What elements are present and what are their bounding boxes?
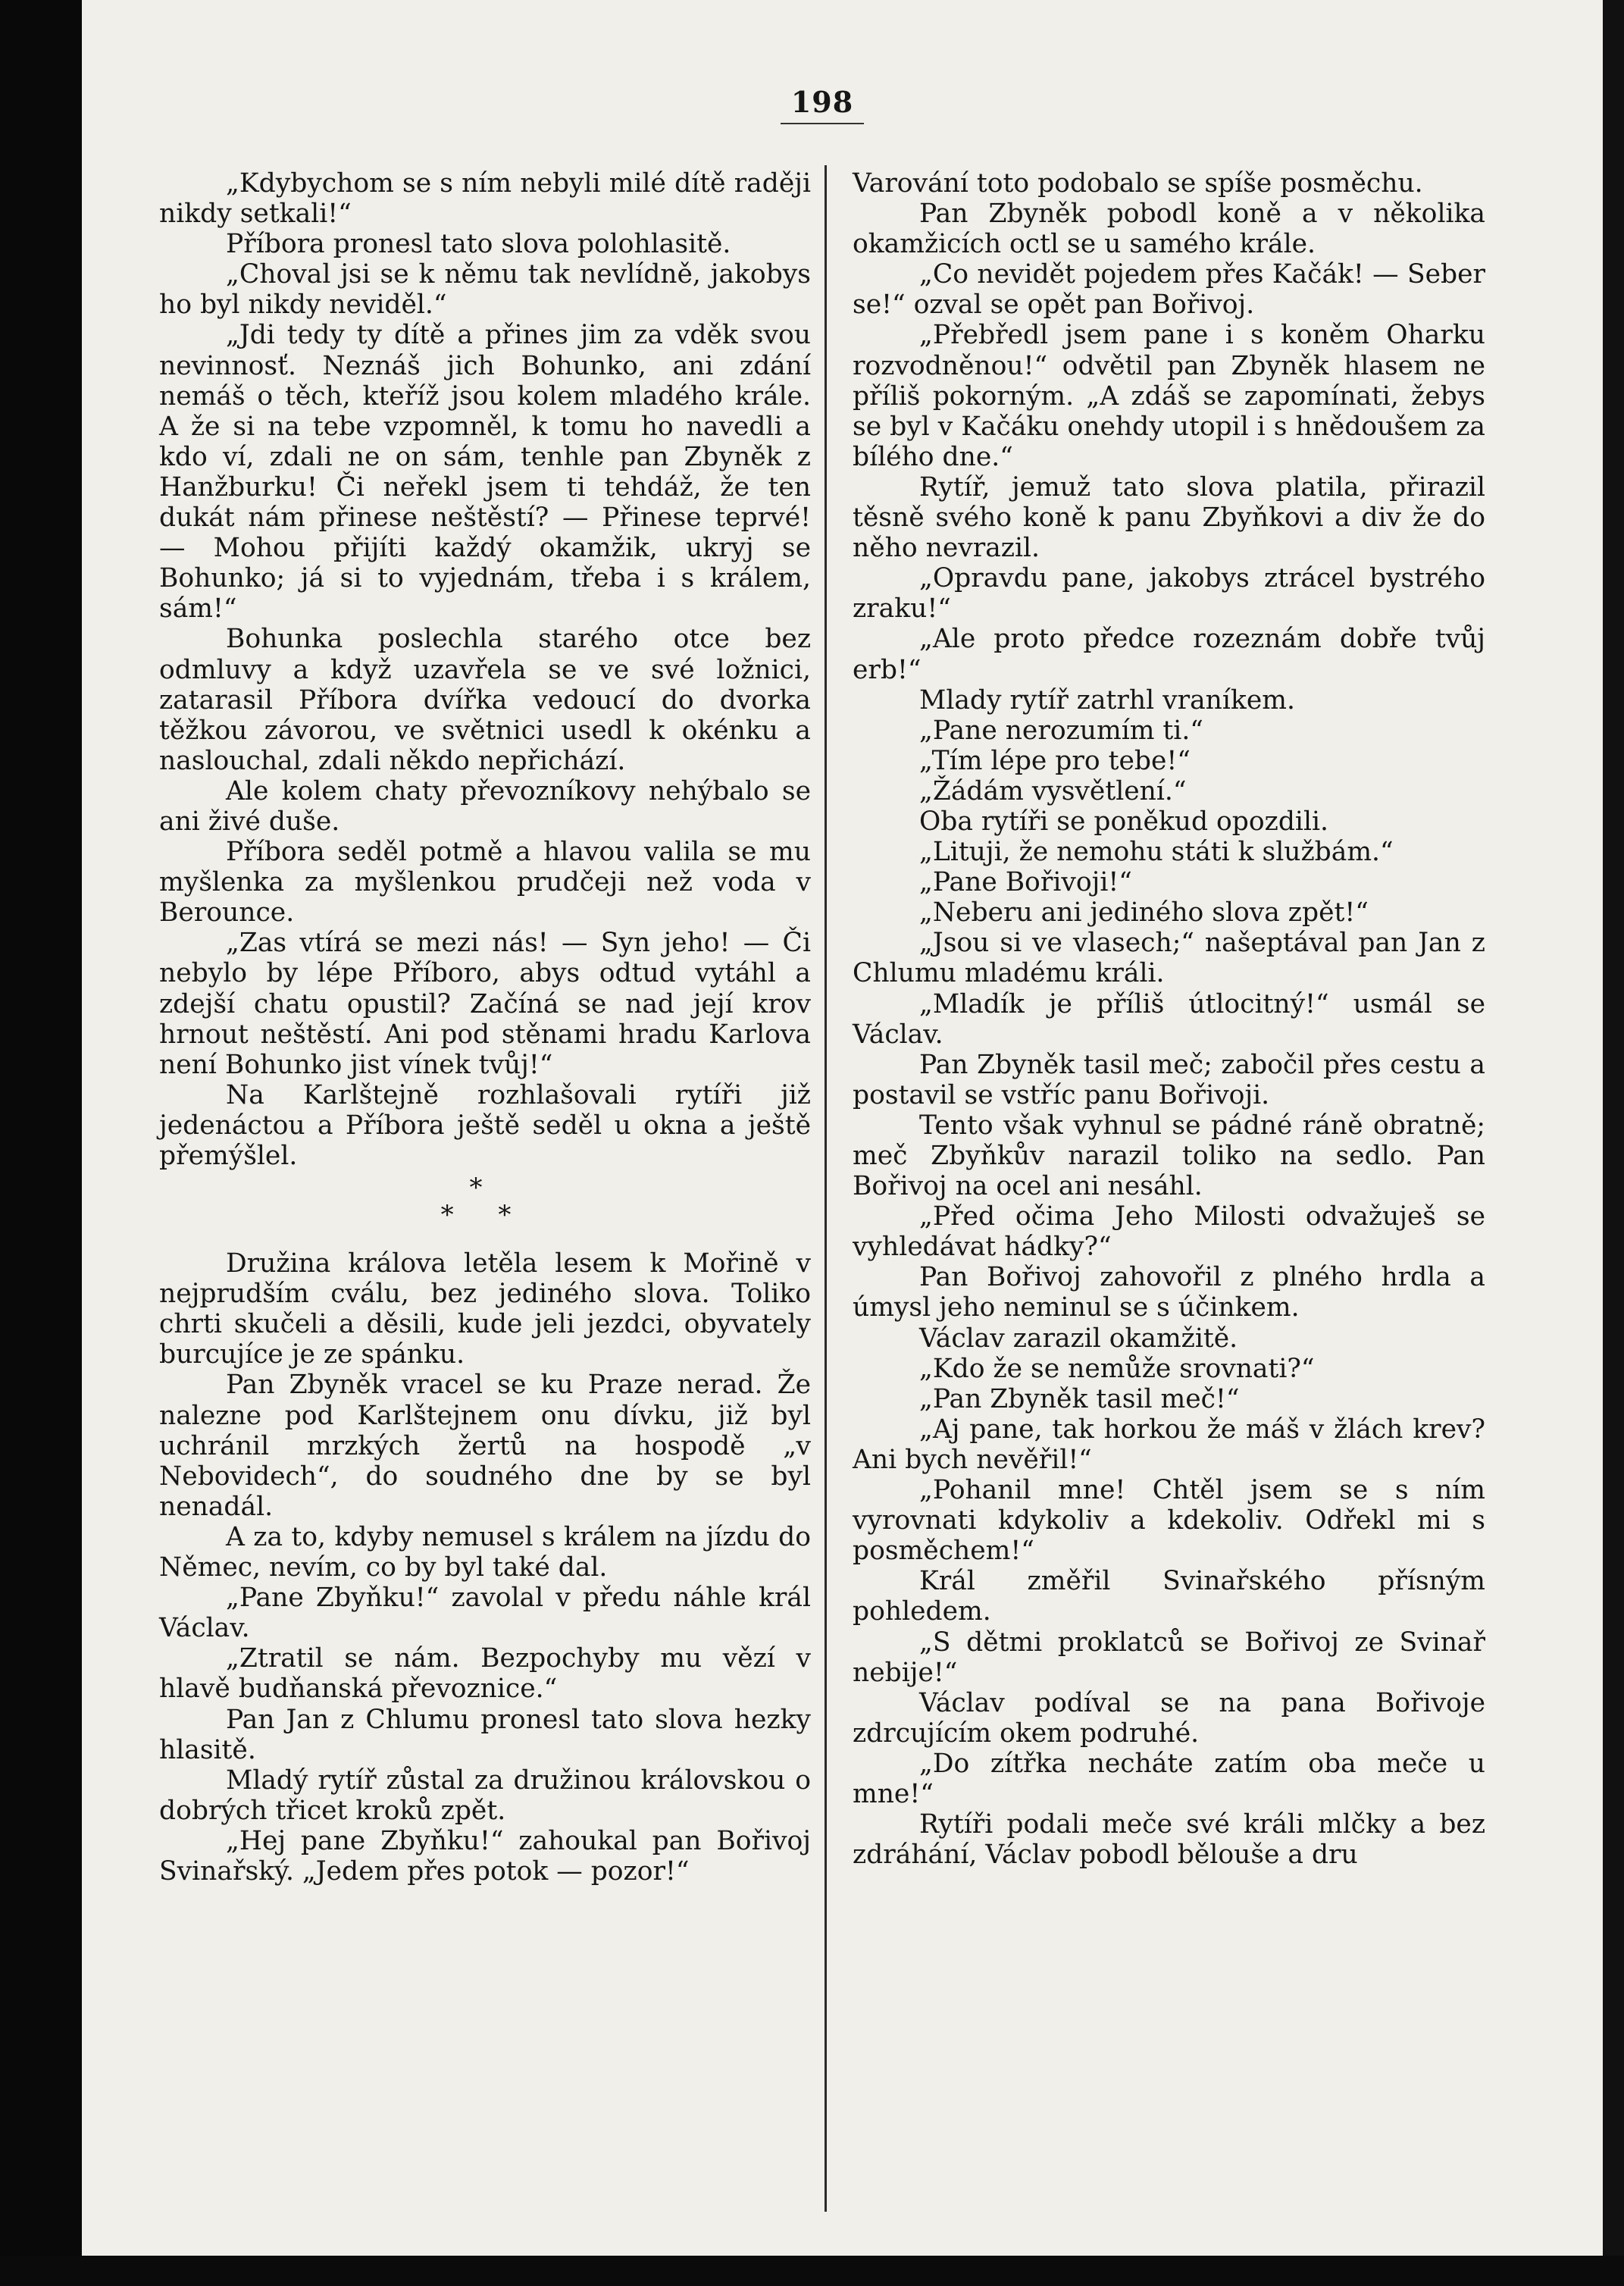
paragraph: „Choval jsi se k němu tak nevlídně, jakobys ho byl nikdy neviděl.“ [159,259,811,321]
paragraph: Pan Zbyněk pobodl koně a v několika okamžicích octl se u samého krále. [853,199,1485,260]
paragraph: Václav zarazil okamžitě. [919,1323,1238,1354]
paragraph: Rytíři podali meče své králi mlčky a bez zdráhání, Václav pobodl bělouše a dru [853,1809,1485,1871]
paragraph: „S dětmi proklatců se Bořivoj ze Svinař nebije!“ [853,1627,1485,1688]
paragraph: Pan Zbyněk vracel se ku Praze nerad. Že nalezne pod Karlštejnem onu dívku, již byl uchránil mrzkých žertů na hospodě „v Nebovidech“, do soudného dne by se byl nenadál. [159,1370,811,1522]
paragraph: „Mladík je příliš útlocitný!“ usmál se Václav. [853,988,1485,1050]
column-divider [825,165,827,2212]
paragraph: „Ztratil se nám. Bezpochyby mu vězí v hlavě budňanská převoznice.“ [159,1643,811,1705]
paragraph: „Lituji, že nemohu státi k službám.“ [919,837,1394,868]
page-number-rule [781,123,864,124]
paragraph: Mladý rytíř zůstal za družinou královskou o dobrých třicet kroků zpět. [159,1765,811,1826]
paragraph: Král změřil Svinařského přísným pohledem. [853,1566,1485,1627]
paragraph: „Pane nerozumím ti.“ [919,715,1203,746]
left-column [159,168,811,1887]
paragraph: Tento však vyhnul se pádné ráně obratně; meč Zbyňkův narazil toliko na sedlo. Pan Bořivoj na ocel ani nesáhl. [853,1110,1485,1202]
section-separator [159,1174,811,1229]
paragraph: „Před očima Jeho Milosti odvažuješ se vyhledávat hádky?“ [853,1201,1485,1263]
paragraph: Václav podíval se na pana Bořivoje zdrcujícím okem podruhé. [853,1687,1485,1749]
paragraph: „Jsou si ve vlasech;“ našeptával pan Jan z Chlumu mladému králi. [853,928,1485,989]
paragraph: Mlady rytíř zatrhl vraníkem. [919,684,1295,716]
paragraph: Příbora seděl potmě a hlavou valila se mu myšlenka za myšlenkou prudčeji než voda v Berounce. [159,837,811,928]
paragraph: „Pane Zbyňku!“ zavolal v předu náhle král Václav. [159,1583,811,1644]
paragraph: „Ale proto předce rozeznám dobře tvůj erb!“ [853,624,1485,685]
paragraph: Ale kolem chaty převozníkovy nehýbalo se ani živé duše. [159,775,811,837]
paragraph: „Kdybychom se s ním nebyli milé dítě raději nikdy setkali!“ [159,168,811,230]
paragraph: „Pan Zbyněk tasil meč!“ [919,1383,1240,1414]
paragraph: Pan Bořivoj zahovořil z plného hrdla a úmysl jeho neminul se s účinkem. [853,1262,1485,1323]
paragraph: „Do zítřka necháte zatím oba meče u mne!“ [853,1748,1485,1809]
paragraph: „Kdo že se nemůže srovnati?“ [919,1353,1315,1384]
paragraph: „Tím lépe pro tebe!“ [919,745,1191,776]
paragraph: „Žádám vysvětlení.“ [919,775,1187,806]
paragraph: Příbora pronesl tato slova polohlasitě. [226,229,731,260]
paragraph: „Přebředl jsem pane i s koněm Oharku rozvodněnou!“ odvětil pan Zbyněk hlasem ne příliš pokorným. „A zdáš se zapomínati, žebys se byl v Kačáku onehdy utopil i s hnědoušem za bílého dne.“ [853,320,1485,472]
paragraph: Rytíř, jemuž tato slova platila, přirazil těsně svého koně k panu Zbyňkovi a div že do něho nevrazil. [853,471,1485,564]
paragraph: „Neberu ani jediného slova zpět!“ [919,897,1369,928]
paragraph: „Aj pane, tak horkou že máš v žlách krev? Ani bych nevěřil!“ [853,1414,1485,1475]
paragraph: „Pane Bořivoji!“ [919,867,1132,898]
scan-border-bottom [0,2256,1624,2286]
paragraph: „Hej pane Zbyňku!“ zahoukal pan Bořivoj Svinařský. „Jedem přes potok — pozor!“ [159,1825,811,1887]
paragraph: Na Karlštejně rozhlašovali rytíři již jedenáctou a Příbora ještě seděl u okna a ještě přemýšlel. [159,1079,811,1171]
paragraph: Pan Jan z Chlumu pronesl tato slova hezky hlasitě. [159,1704,811,1765]
scan-border-right [1603,0,1624,2286]
paragraph: „Opravdu pane, jakobys ztrácel bystrého zraku!“ [853,563,1485,625]
page-number: 198 [790,85,854,119]
paragraph: „Zas vtírá se mezi nás! — Syn jeho! — Či nebylo by lépe Příboro, abys odtud vytáhl a zdejší chatu opustil? Začíná se nad její krov hrnout neštěstí. Ani pod stěnami hradu Karlova není Bohunko jist vínek tvůj!“ [159,928,811,1080]
paragraph: Bohunka poslechla starého otce bez odmluvy a když uzavřela se ve své ložnici, zatarasil Příbora dvířka vedoucí do dvorka těžkou závorou, ve světnici usedl k okénku a naslouchal, zdali někdo nepřichází. [159,624,811,776]
separator-star-top: * [469,1173,501,1204]
paragraph: „Pohanil mne! Chtěl jsem se s ním vyrovnati kdykoliv a kdekoliv. Odřekl mi s posměchem!“ [853,1475,1485,1567]
paragraph: Varování toto podobalo se spíše posměchu. [853,168,1423,199]
paragraph: Oba rytíři se poněkud opozdili. [919,806,1328,837]
right-column [853,168,1485,1870]
paragraph: Družina králova letěla lesem k Mořině v nejprudším cválu, bez jediného slova. Toliko chrti skučeli a děsili, kude jeli jezdci, obyvately burcujíce je ze spánku. [159,1248,811,1370]
separator-stars-bottom: * * [440,1200,530,1231]
paragraph: Pan Zbyněk tasil meč; zabočil přes cestu a postavil se vstříc panu Bořivoji. [853,1049,1485,1110]
scan-border-left [0,0,82,2286]
paragraph: „Co nevidět pojedem přes Kačák! — Seber se!“ ozval se opět pan Bořivoj. [853,259,1485,321]
paragraph: „Jdi tedy ty dítě a přines jim za vděk svou nevinnosť. Neznáš jich Bohunko, ani zdání nemáš o těch, kteříž jsou kolem mladého krále. A že si na tebe vzpomněl, k tomu ho navedli a kdo ví, zdali ne on sám, tenhle pan Zbyněk z Hanžburku! Či neřekl jsem ti tehdáž, že ten dukát nám přinese neštěstí? — Přinese teprvé! — Mohou přijíti každý okamžik, ukryj se Bohunko; já si to vyjednám, třeba i s králem, sám!“ [159,320,811,625]
paragraph: A za to, kdyby nemusel s králem na jízdu do Němec, nevím, co by byl také dal. [159,1521,811,1583]
